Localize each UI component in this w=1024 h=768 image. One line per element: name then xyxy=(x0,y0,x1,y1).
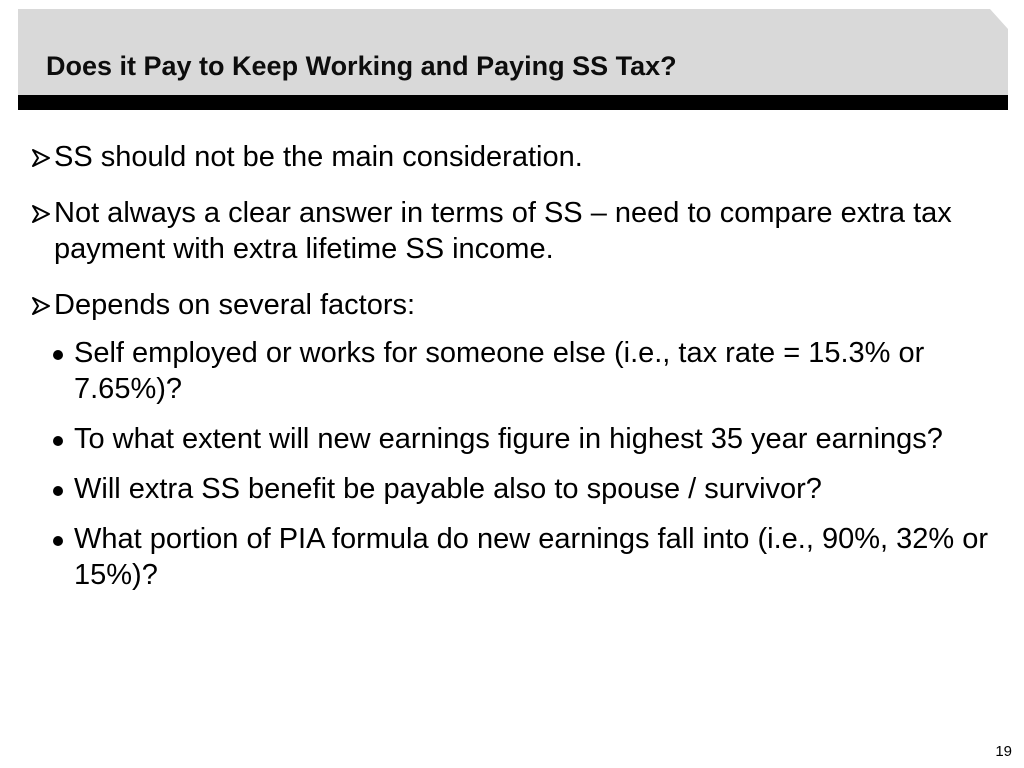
dot-bullet-icon xyxy=(53,536,63,546)
dot-bullet-icon xyxy=(53,350,63,360)
dot-bullet-icon xyxy=(53,436,63,446)
bullet-text: Depends on several factors: xyxy=(54,289,416,321)
bullet-text: SS should not be the main consideration. xyxy=(54,141,583,173)
sub-bullet-text: Self employed or works for someone else (i.e., tax rate = 15.3% or 7.65%)? xyxy=(74,337,925,405)
dot-bullet-icon xyxy=(53,486,63,496)
title-rule xyxy=(18,95,1008,110)
bullet-item xyxy=(30,287,990,323)
bullet-text: Not always a clear answer in terms of SS – need to compare extra tax payment with extra lifetime SS income. xyxy=(54,197,952,265)
sub-bullet-text: To what extent will new earnings figure in highest 35 year earnings? xyxy=(74,423,943,455)
bullet-item xyxy=(30,139,990,175)
sub-bullet-item xyxy=(50,471,990,507)
arrow-bullet-icon xyxy=(30,147,52,169)
sub-bullet-item xyxy=(50,421,990,457)
arrow-bullet-icon xyxy=(30,295,52,317)
sub-bullet-text: What portion of PIA formula do new earnings fall into (i.e., 90%, 32% or 15%)? xyxy=(74,523,988,591)
sub-bullet-text: Will extra SS benefit be payable also to spouse / survivor? xyxy=(74,473,822,505)
page-number: 19 xyxy=(995,743,1012,760)
sub-bullet-item xyxy=(50,335,990,407)
sub-bullet-list xyxy=(30,335,990,593)
slide-content xyxy=(30,139,990,607)
slide-title: Does it Pay to Keep Working and Paying SS Tax? xyxy=(46,51,677,81)
arrow-bullet-icon xyxy=(30,203,52,225)
sub-bullet-item xyxy=(50,521,990,593)
bullet-item xyxy=(30,195,990,267)
